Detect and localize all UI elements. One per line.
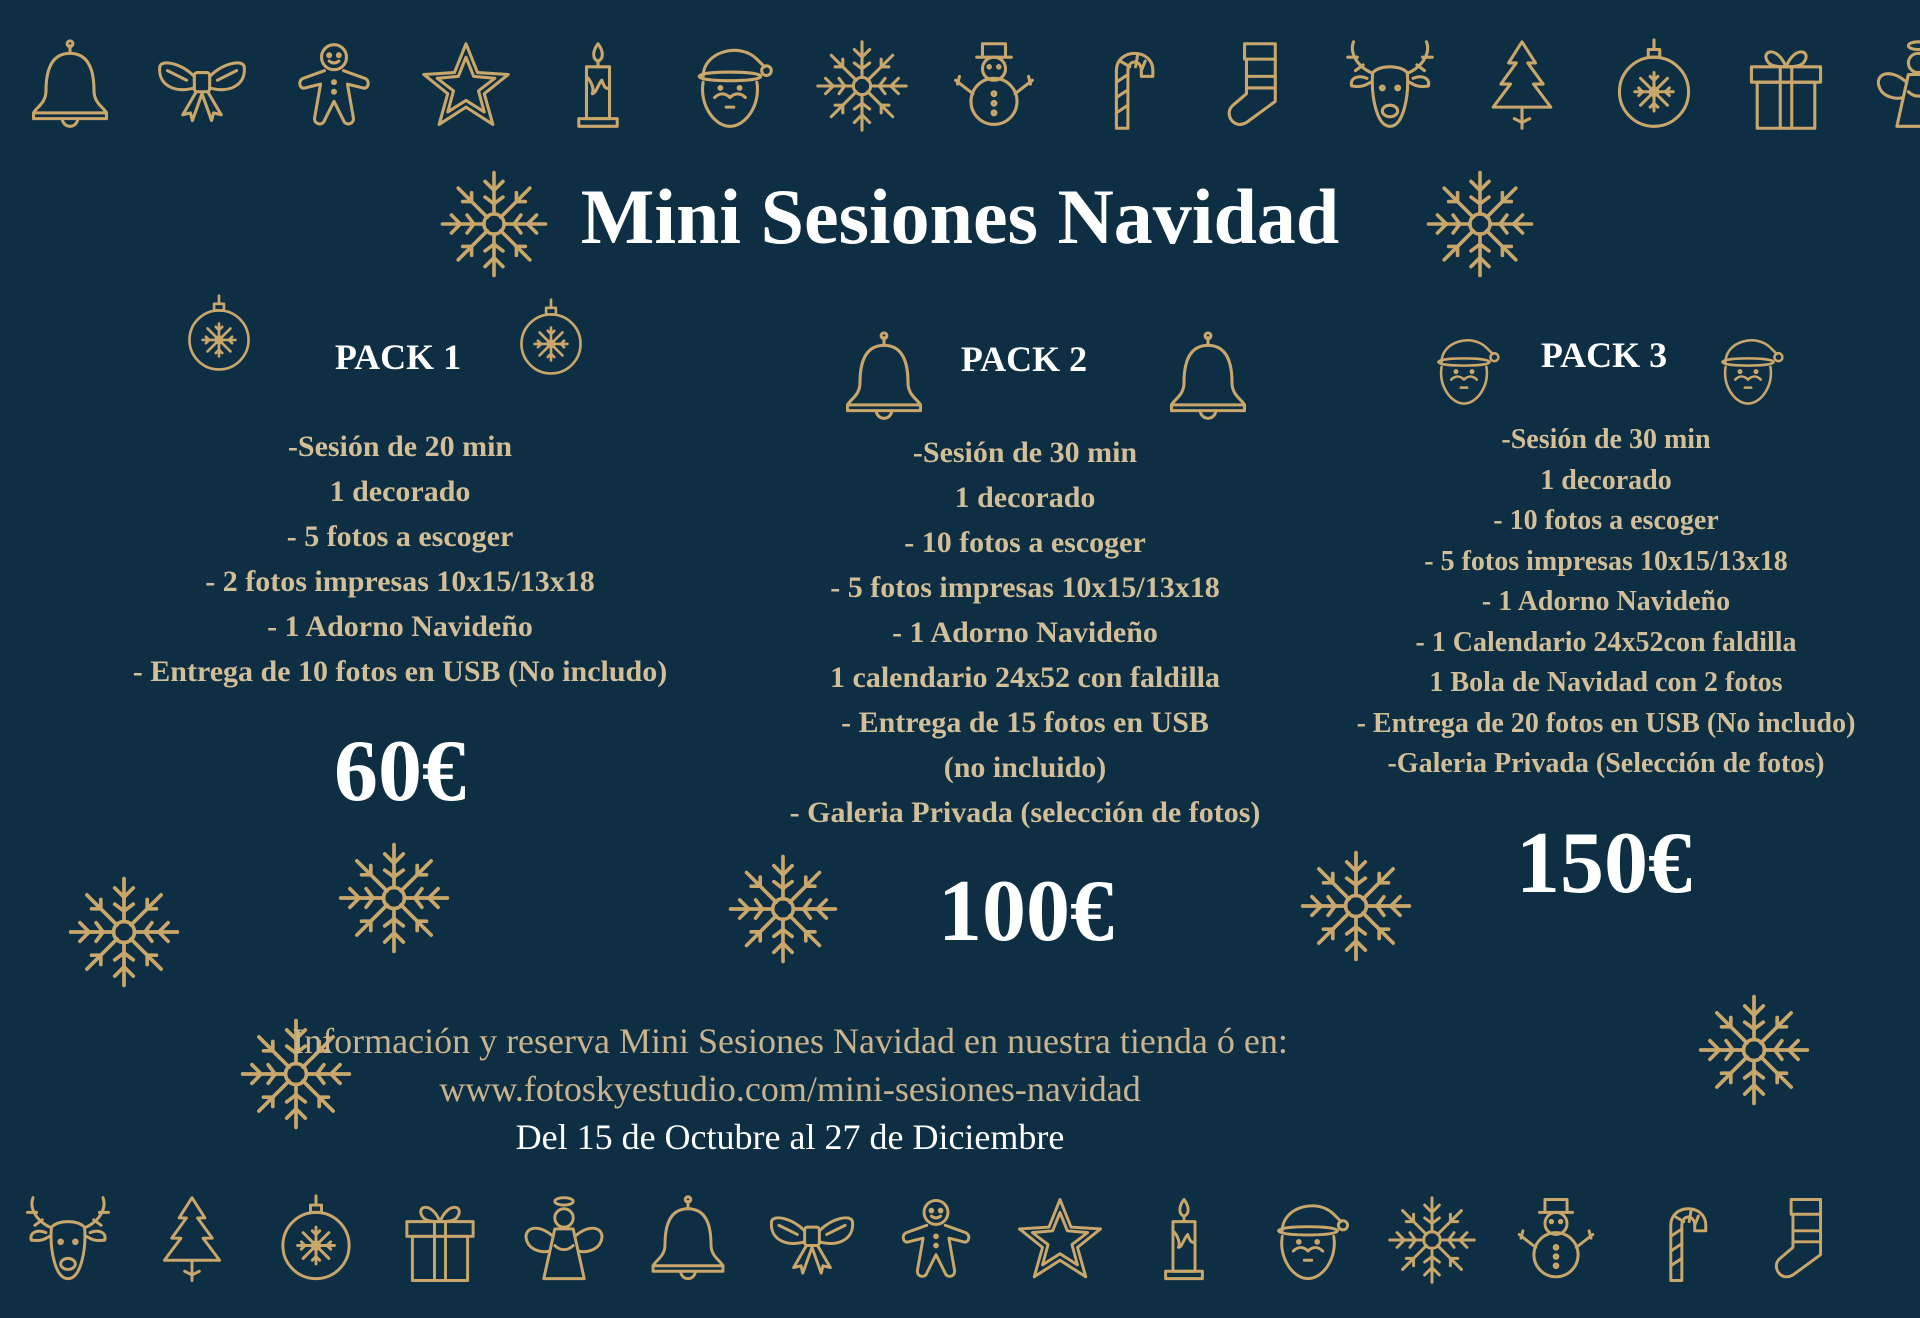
candy-cane-icon bbox=[1078, 38, 1174, 134]
candy-cane-icon bbox=[1634, 1194, 1726, 1286]
feature-item: - 1 Adorno Navideño bbox=[267, 610, 533, 643]
ornament-icon bbox=[270, 1194, 362, 1286]
feature-item: - 10 fotos a escoger bbox=[904, 526, 1146, 559]
feature-item: - 5 fotos a escoger bbox=[286, 520, 514, 553]
feature-item: - 5 fotos impresas 10x15/13x18 bbox=[1424, 545, 1788, 577]
star-icon bbox=[418, 38, 514, 134]
feature-item: - Entrega de 15 fotos en USB bbox=[841, 706, 1209, 739]
bow-icon bbox=[766, 1194, 858, 1286]
feature-item: 1 Bola de Navidad con 2 fotos bbox=[1429, 667, 1783, 698]
pack-title: PACK 3 bbox=[1540, 335, 1668, 375]
feature-item: - Galeria Privada (selección de fotos) bbox=[789, 796, 1261, 829]
snowman-icon bbox=[946, 38, 1042, 134]
ornament-icon bbox=[510, 294, 592, 384]
feature-item: -Sesión de 30 min bbox=[1501, 424, 1711, 455]
feature-item: (no incluido) bbox=[943, 751, 1107, 784]
pack-price: 100€ bbox=[938, 863, 1114, 960]
pack-features bbox=[40, 424, 760, 694]
feature-item: -Sesión de 30 min bbox=[912, 436, 1138, 469]
pack-price: 60€ bbox=[334, 723, 466, 820]
pack-title: PACK 1 bbox=[334, 337, 462, 377]
snowflake-icon bbox=[726, 852, 840, 966]
snowflake-icon bbox=[1386, 1194, 1478, 1286]
gingerbread-icon bbox=[890, 1194, 982, 1286]
snowman-icon bbox=[1510, 1194, 1602, 1286]
snowflake-icon bbox=[1298, 848, 1414, 964]
bow-icon bbox=[154, 38, 250, 134]
feature-item: 1 decorado bbox=[1540, 464, 1672, 496]
santa-icon bbox=[1262, 1194, 1354, 1286]
feature-item: - 5 fotos impresas 10x15/13x18 bbox=[830, 571, 1220, 604]
feature-item: -Galeria Privada (Selección de fotos) bbox=[1387, 748, 1825, 779]
bell-icon bbox=[22, 38, 118, 134]
bell-icon bbox=[642, 1194, 734, 1286]
tree-icon bbox=[146, 1194, 238, 1286]
pack-price: 150€ bbox=[1516, 815, 1692, 912]
ornament-icon bbox=[1606, 38, 1702, 134]
feature-item: 1 decorado bbox=[329, 475, 471, 508]
snowflake-icon bbox=[1424, 168, 1536, 280]
gift-icon bbox=[1738, 38, 1834, 134]
feature-item: -Sesión de 20 min bbox=[287, 430, 513, 463]
star-icon bbox=[1014, 1194, 1106, 1286]
snowflake-icon bbox=[814, 38, 910, 134]
stocking-icon bbox=[1758, 1194, 1850, 1286]
page-title: Mini Sesiones Navidad bbox=[580, 173, 1340, 260]
feature-item: - 2 fotos impresas 10x15/13x18 bbox=[205, 565, 595, 598]
gingerbread-icon bbox=[286, 38, 382, 134]
stocking-icon bbox=[1210, 38, 1306, 134]
snowflake-icon bbox=[336, 840, 452, 956]
snowflake-icon bbox=[66, 874, 182, 990]
reindeer-icon bbox=[1342, 38, 1438, 134]
santa-icon bbox=[682, 38, 778, 134]
info-line: Información y reserva Mini Sesiones Navidad en nuestra tienda ó en: bbox=[292, 1021, 1288, 1061]
bottom-icon-row bbox=[0, 1180, 1920, 1300]
feature-item: 1 calendario 24x52 con faldilla bbox=[830, 661, 1220, 694]
gift-icon bbox=[394, 1194, 486, 1286]
feature-item: - 1 Calendario 24x52con faldilla bbox=[1415, 626, 1797, 658]
top-icon-row bbox=[0, 24, 1920, 144]
feature-item: - Entrega de 10 fotos en USB (No includo) bbox=[132, 655, 668, 688]
date-range: Del 15 de Octubre al 27 de Diciembre bbox=[515, 1117, 1065, 1157]
angel-icon bbox=[518, 1194, 610, 1286]
feature-item: - 10 fotos a escoger bbox=[1493, 505, 1719, 536]
snowflake-icon bbox=[1696, 992, 1812, 1108]
website-link[interactable]: www.fotoskyestudio.com/mini-sesiones-navidad bbox=[439, 1069, 1141, 1109]
feature-item: - 1 Adorno Navideño bbox=[892, 616, 1158, 649]
reindeer-icon bbox=[22, 1194, 114, 1286]
bell-icon bbox=[1160, 324, 1256, 432]
pack-features bbox=[700, 430, 1350, 835]
tree-icon bbox=[1474, 38, 1570, 134]
feature-item: - 1 Adorno Navideño bbox=[1481, 586, 1731, 617]
angel-icon bbox=[1870, 38, 1920, 134]
pack-title: PACK 2 bbox=[960, 339, 1088, 379]
feature-item: 1 decorado bbox=[954, 481, 1096, 514]
feature-item: - Entrega de 20 fotos en USB (No includo) bbox=[1356, 707, 1856, 739]
pack-features bbox=[1296, 420, 1916, 785]
santa-icon bbox=[1708, 318, 1788, 422]
candle-icon bbox=[1138, 1194, 1230, 1286]
candle-icon bbox=[550, 38, 646, 134]
